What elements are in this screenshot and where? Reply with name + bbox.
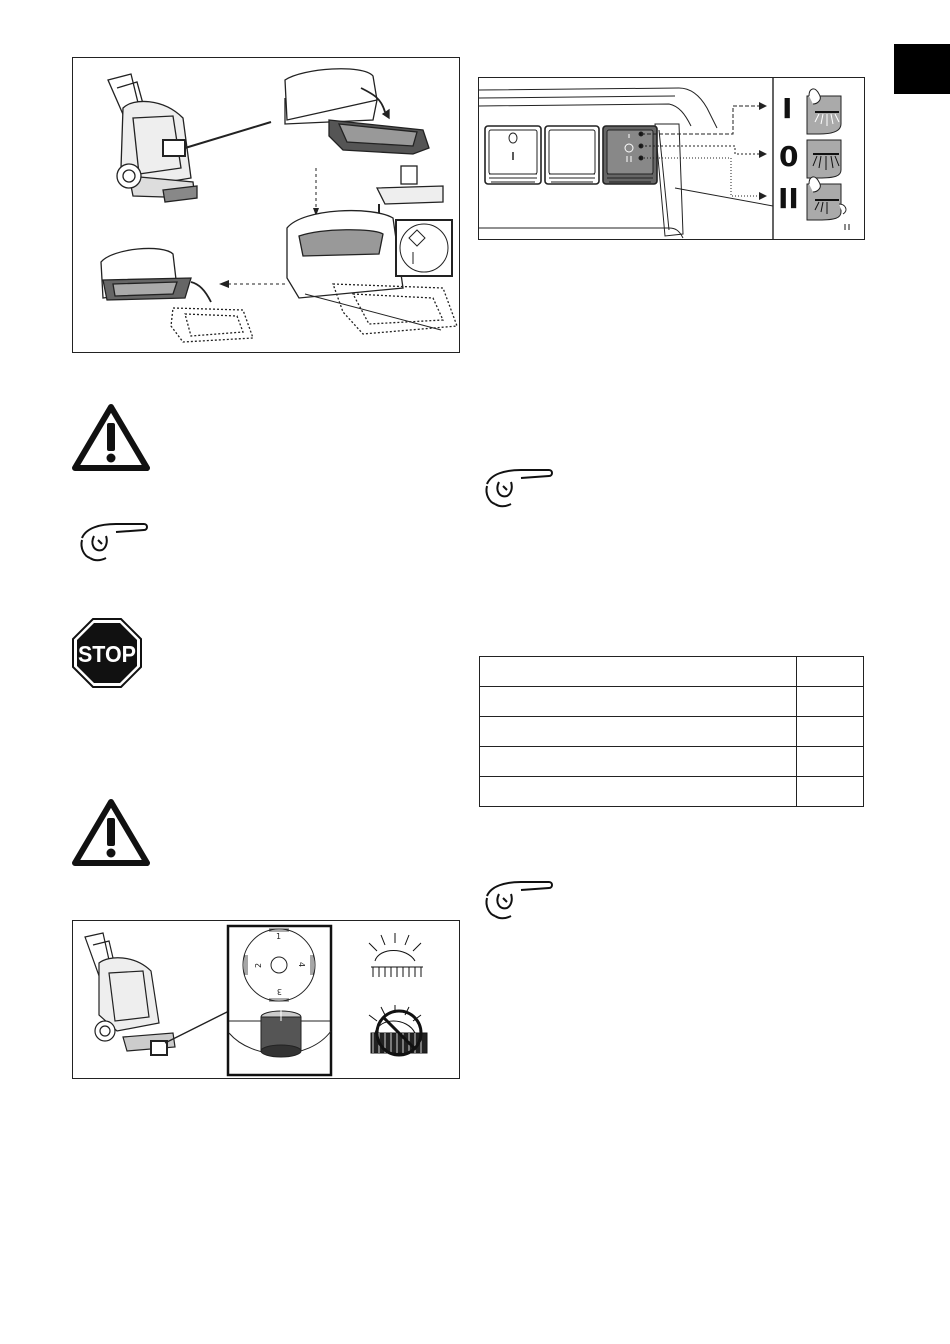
table-cell — [480, 687, 797, 717]
dial-mark-2: 2 — [254, 962, 263, 968]
brush-excess-pressure-icon — [369, 1005, 427, 1055]
table-row — [480, 687, 864, 717]
machine-illustration — [108, 74, 197, 202]
control-panel-figure — [478, 77, 865, 240]
blank-button — [545, 126, 599, 184]
warning-triangle-icon-2 — [72, 798, 150, 866]
mode-label-two: II — [778, 182, 799, 215]
brush-adjust-figure — [72, 920, 460, 1079]
table-cell — [480, 747, 797, 777]
table-row — [480, 777, 864, 807]
pointing-hand-icon-2 — [481, 464, 555, 512]
dial-mark-4: 4 — [297, 962, 306, 968]
stop-sign-icon — [71, 617, 143, 689]
pointing-hand-icon — [76, 518, 150, 566]
table-cell — [797, 777, 864, 807]
table-cell — [797, 687, 864, 717]
table-row — [480, 657, 864, 687]
mode-label-one: I — [782, 92, 793, 125]
brush-mode-switch — [603, 126, 657, 184]
dial-mark-1: 1 — [276, 932, 282, 941]
recovery-tank-illustration — [285, 69, 429, 154]
brush-with-detergent-icon — [807, 89, 841, 134]
warning-triangle-icon — [72, 403, 150, 471]
table-cell — [480, 717, 797, 747]
table-cell — [480, 777, 797, 807]
table-cell — [797, 657, 864, 687]
table-cell — [797, 717, 864, 747]
stop-sign-text: STOP — [78, 641, 136, 667]
machine-illustration-2 — [85, 933, 175, 1055]
pointing-hand-icon-3 — [481, 876, 555, 924]
brush-only-icon — [807, 140, 841, 178]
table-cell — [480, 657, 797, 687]
spec-table — [479, 656, 864, 807]
tank-filling-figure — [72, 57, 460, 353]
brush-light-contact-icon — [369, 933, 423, 977]
brush-detergent-extra-icon — [807, 177, 849, 230]
table-row — [480, 717, 864, 747]
table-row — [480, 747, 864, 777]
dial-mark-3: 3 — [276, 987, 282, 996]
tank-reinsert-illustration — [101, 248, 253, 342]
table-cell — [797, 747, 864, 777]
mode-label-zero: 0 — [779, 140, 799, 173]
chapter-tab — [894, 44, 950, 94]
main-switch-button — [485, 126, 541, 184]
